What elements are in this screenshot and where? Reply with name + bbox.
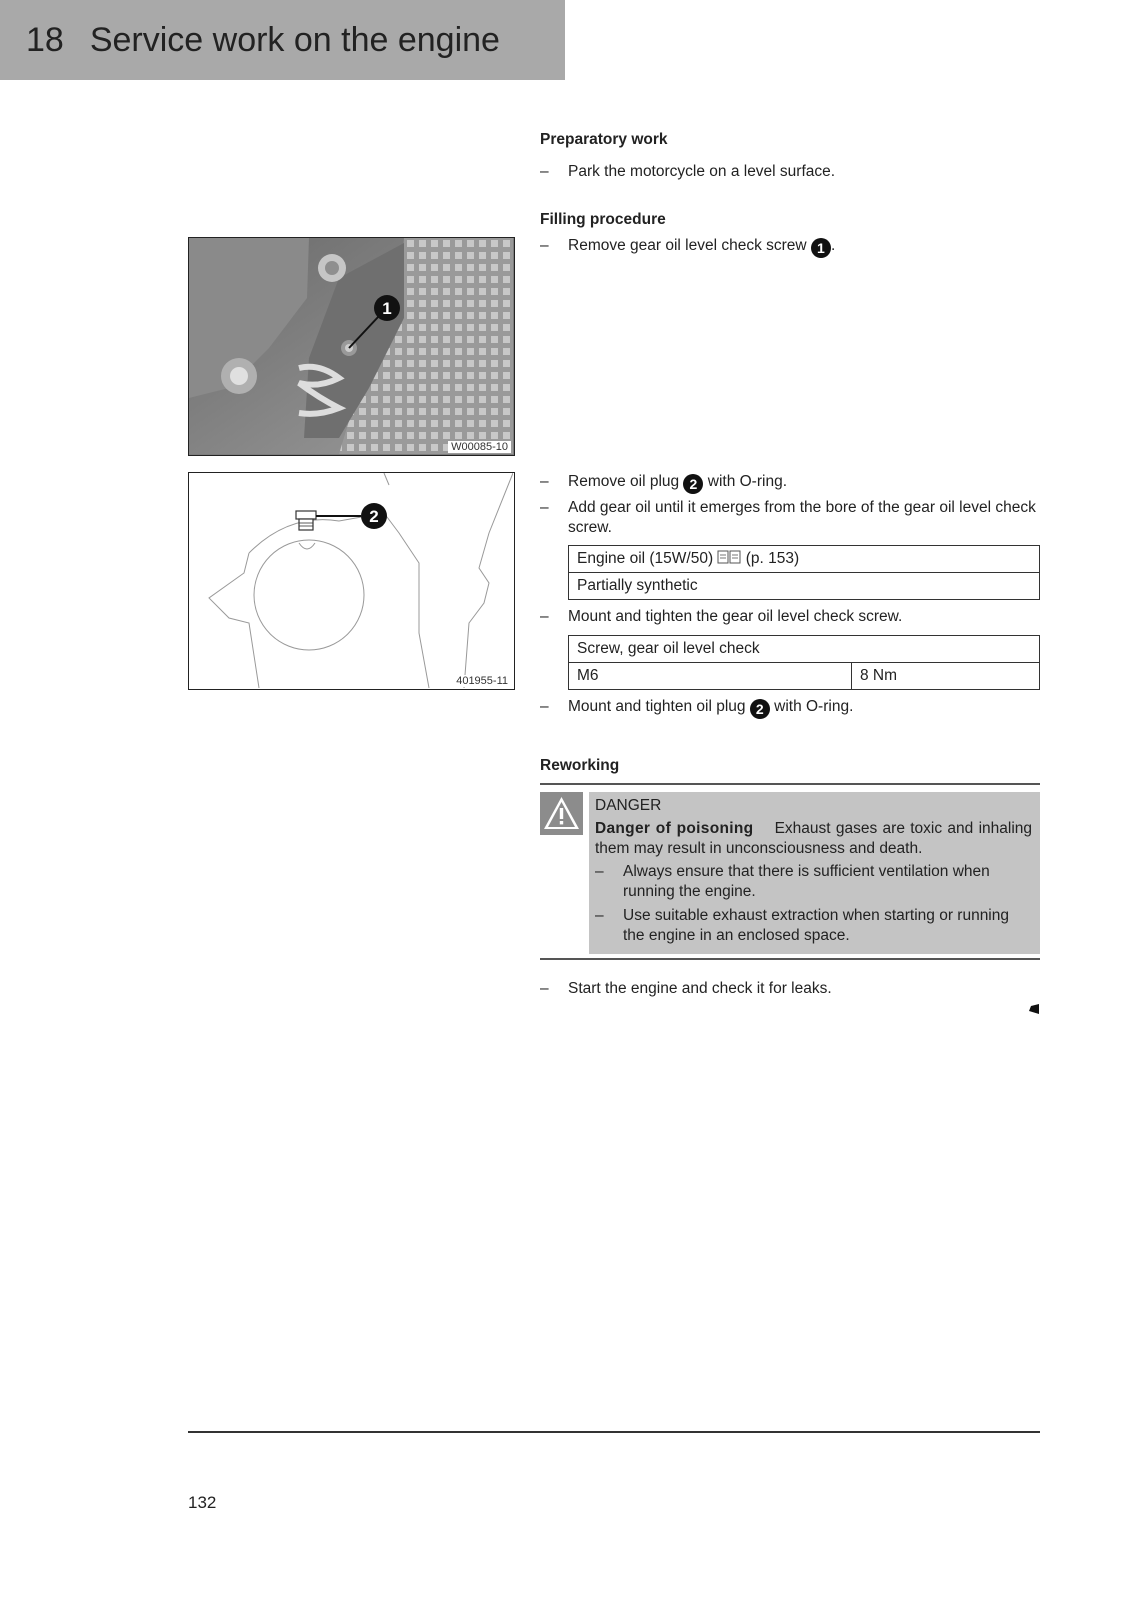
filling-heading: Filling procedure bbox=[540, 211, 666, 228]
reworking-step-text: Start the engine and check it for leaks. bbox=[568, 980, 832, 997]
reworking-step-block bbox=[540, 979, 1040, 999]
danger-lead-text: Exhaust gases are toxic and inhaling them may result in unconsciousness and death. bbox=[595, 820, 1033, 857]
end-of-section-icon bbox=[1028, 1003, 1040, 1015]
filling-step-2-text: Remove oil plug bbox=[568, 473, 684, 490]
danger-body bbox=[589, 792, 1040, 954]
danger-item-1 bbox=[595, 862, 1032, 902]
oil-page-ref: (p. 153) bbox=[741, 550, 800, 567]
danger-item-2-text: Use suitable exhaust extraction when starting or running the engine in an enclosed space. bbox=[623, 907, 1009, 944]
reworking-heading-block bbox=[540, 756, 1040, 776]
manual-reference-icon bbox=[717, 549, 741, 565]
bullet-dash: – bbox=[595, 863, 604, 880]
figure-photo-callout: 1 bbox=[382, 299, 392, 318]
oil-spec-row-2: Partially synthetic bbox=[569, 573, 1040, 600]
preparatory-step-text: Park the motorcycle on a level surface. bbox=[568, 163, 836, 180]
chapter-title: Service work on the engine bbox=[89, 20, 500, 59]
danger-title: DANGER bbox=[595, 797, 662, 814]
figure-drawing bbox=[188, 472, 515, 690]
filling-step-2-suffix: with O-ring. bbox=[703, 473, 788, 490]
bullet-dash: – bbox=[540, 608, 549, 625]
engine-photo-illustration bbox=[189, 238, 513, 454]
page-number: 132 bbox=[188, 1493, 217, 1512]
danger-item-2 bbox=[595, 906, 1032, 946]
bullet-dash: – bbox=[540, 163, 549, 180]
torque-spec-value: 8 Nm bbox=[852, 663, 1040, 690]
bullet-dash: – bbox=[540, 473, 549, 490]
chapter-number: 18 bbox=[26, 20, 64, 59]
preparatory-step bbox=[540, 162, 1040, 182]
filling-step-5-suffix: with O-ring. bbox=[769, 698, 854, 715]
figure-photo-label: W00085-10 bbox=[448, 441, 511, 453]
danger-top-rule bbox=[540, 783, 1040, 785]
reworking-step bbox=[540, 979, 1040, 999]
danger-item-1-text: Always ensure that there is sufficient ventilation when running the engine. bbox=[623, 863, 990, 900]
reworking-heading: Reworking bbox=[540, 757, 620, 774]
oil-spec-table bbox=[568, 545, 1040, 600]
filling-step-5 bbox=[540, 697, 1040, 719]
oil-type-text: Engine oil (15W/50) bbox=[577, 550, 718, 567]
filling-heading-block bbox=[540, 210, 1040, 258]
filling-step-1-text: Remove gear oil level check screw bbox=[568, 237, 811, 254]
oil-spec-row-1 bbox=[569, 546, 1040, 573]
filling-step-4-text: Mount and tighten the gear oil level check screw. bbox=[568, 608, 903, 625]
filling-steps-continued bbox=[540, 472, 1040, 719]
filling-step-5-text: Mount and tighten oil plug bbox=[568, 698, 750, 715]
filling-step-3 bbox=[540, 498, 1040, 538]
bullet-dash: – bbox=[540, 499, 549, 516]
torque-spec-header: Screw, gear oil level check bbox=[569, 636, 1040, 663]
preparatory-heading: Preparatory work bbox=[540, 131, 668, 148]
engine-cover-drawing bbox=[189, 473, 513, 688]
figure-photo bbox=[188, 237, 515, 456]
filling-step-2 bbox=[540, 472, 1040, 494]
bullet-dash: – bbox=[540, 237, 549, 254]
footer-rule bbox=[188, 1431, 1040, 1433]
warning-triangle-icon bbox=[540, 792, 583, 835]
torque-spec-table bbox=[568, 635, 1040, 690]
callout-2-icon: 2 bbox=[683, 474, 703, 494]
danger-lead bbox=[595, 819, 1032, 859]
filling-step-4 bbox=[540, 607, 1040, 627]
figure-drawing-label: 401955-11 bbox=[453, 675, 511, 687]
filling-step-1-suffix: . bbox=[830, 237, 836, 254]
torque-spec-size: M6 bbox=[569, 663, 852, 690]
danger-bottom-rule bbox=[540, 958, 1040, 960]
bullet-dash: – bbox=[595, 907, 604, 924]
danger-lead-bold: Danger of poisoning bbox=[595, 820, 754, 837]
preparatory-section bbox=[540, 130, 1040, 182]
filling-step-1 bbox=[540, 236, 1040, 258]
figure-drawing-callout: 2 bbox=[369, 507, 379, 526]
callout-2-icon: 2 bbox=[750, 699, 770, 719]
chapter-header bbox=[0, 0, 565, 80]
danger-icon-box bbox=[540, 792, 583, 835]
bullet-dash: – bbox=[540, 980, 549, 997]
filling-step-3-text: Add gear oil until it emerges from the bore of the gear oil level check screw. bbox=[568, 499, 1036, 536]
bullet-dash: – bbox=[540, 698, 549, 715]
danger-notice bbox=[540, 792, 1040, 954]
callout-1-icon: 1 bbox=[811, 238, 831, 258]
